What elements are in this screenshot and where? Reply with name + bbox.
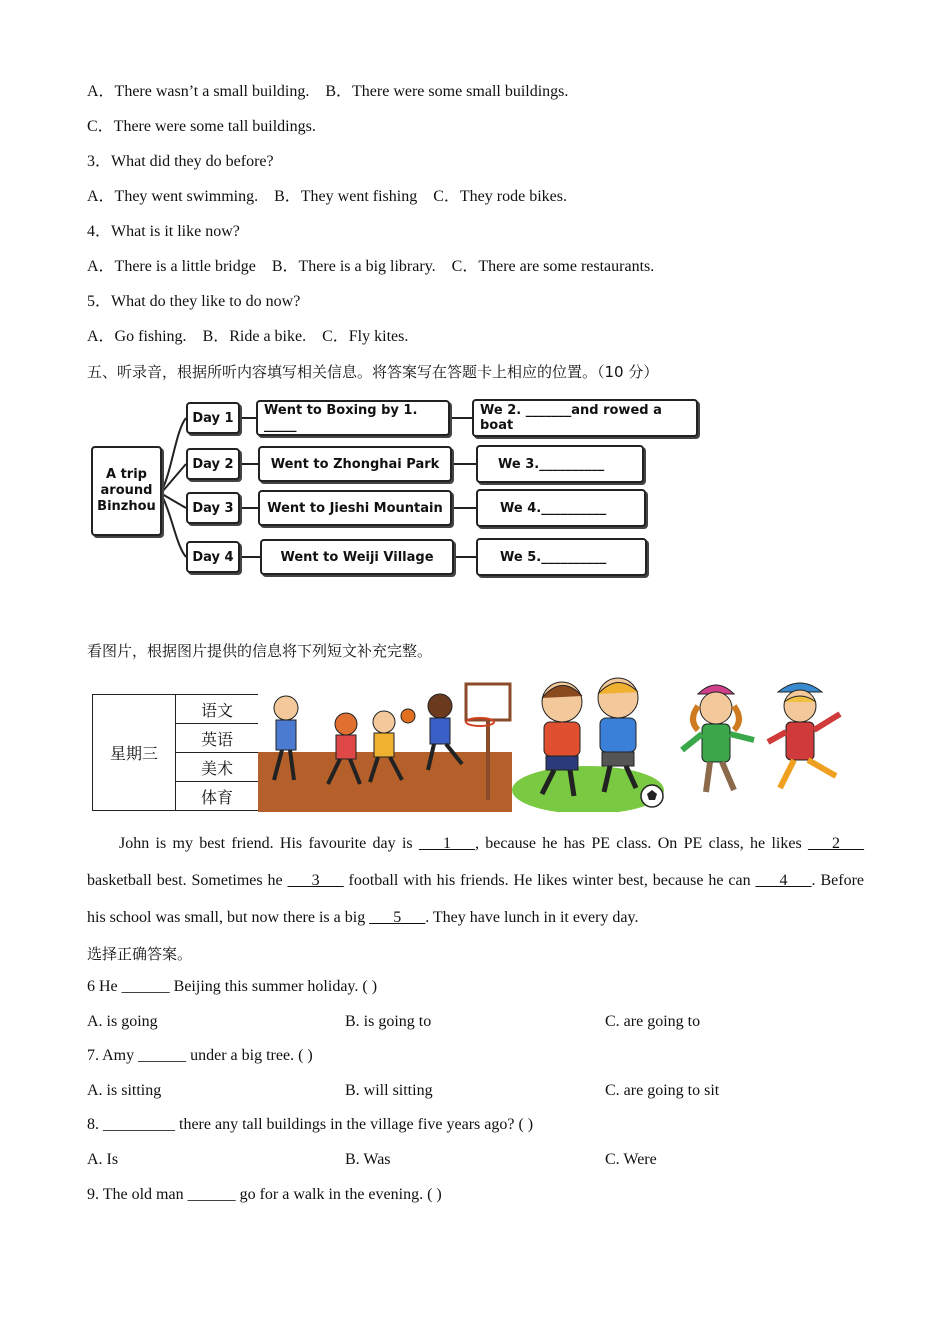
passage [87, 825, 864, 936]
blank-1: ___1___ [418, 835, 475, 852]
day3-place: Went to Jieshi Mountain [258, 490, 452, 526]
day1-activity: We 2. _______and rowed a boat [472, 399, 698, 437]
q7-option-c: C. are going to sit [605, 1082, 720, 1099]
subject-art: 美术 [176, 753, 259, 782]
picture-instruction: 看图片，根据图片提供的信息将下列短文补充完整。 [87, 642, 433, 660]
day2-activity: We 3.__________ [476, 445, 644, 483]
blank-4: ___4___ [755, 872, 812, 889]
q4-option-b: B．There is a big library. [271, 258, 436, 275]
q5-option-b: B．Ride a bike. [202, 328, 307, 345]
day3-activity: We 4.__________ [476, 489, 646, 527]
subject-english: 英语 [176, 724, 259, 753]
football-picture [512, 672, 664, 812]
q4-option-a: A．There is a little bridge [87, 258, 256, 275]
q5-option-a: A．Go fishing. [87, 328, 187, 345]
day4-activity: We 5.__________ [476, 538, 647, 576]
q7-question: 7. Amy ______ under a big tree. ( ) [87, 1047, 313, 1064]
blank-5: ___5___ [369, 909, 426, 926]
blank-2: ___2___ [808, 835, 864, 852]
subject-pe: 体育 [176, 782, 259, 811]
passage-s2: , because he has PE class. On PE class, he likes [474, 835, 808, 852]
q6-option-c: C. are going to [605, 1013, 701, 1030]
passage-s1: John is my best friend. His favourite day is [119, 835, 419, 852]
q8-option-a: A. Is [87, 1151, 119, 1168]
q3-option-c: C．They rode bikes. [433, 188, 567, 205]
q8-question: 8. _________ there any tall buildings in the village five years ago? ( ) [87, 1116, 534, 1133]
q6-option-b: B. is going to [345, 1013, 432, 1030]
q5-question: 5．What do they like to do now? [87, 293, 301, 310]
q4-question: 4．What is it like now? [87, 223, 240, 240]
day1-place: Went to Boxing by 1. _____ [256, 400, 450, 436]
blank-3: ___3___ [287, 872, 344, 889]
q7-option-b: B. will sitting [345, 1082, 433, 1099]
passage-s6: . They have lunch in it every day. [425, 909, 639, 926]
choose-title: 选择正确答案。 [87, 945, 193, 963]
section5-title: 五、听录音，根据所听内容填写相关信息。将答案写在答题卡上相应的位置。（10 分） [87, 363, 659, 381]
skating-picture [668, 680, 860, 810]
schedule-day: 星期三 [93, 695, 176, 811]
q3-option-a: A．They went swimming. [87, 188, 259, 205]
q6-option-a: A. is going [87, 1013, 158, 1030]
passage-s3: basketball best. Sometimes he [87, 872, 288, 889]
q2-option-a: A．There wasn’t a small building. [87, 83, 310, 100]
q8-option-c: C. Were [605, 1151, 657, 1168]
day4-place: Went to Weiji Village [260, 539, 454, 575]
root-line1: A trip [106, 467, 147, 482]
day2-box: Day 2 [186, 448, 240, 480]
q8-option-b: B. Was [345, 1151, 391, 1168]
q5-option-c: C．Fly kites. [322, 328, 409, 345]
q6-question: 6 He ______ Beijing this summer holiday. ( ) [87, 978, 378, 995]
passage-s5: . Before his school was small, but now there is a big [87, 872, 864, 926]
subject-chinese: 语文 [176, 695, 259, 724]
q3-option-b: B．They went fishing [274, 188, 418, 205]
q7-option-a: A. is sitting [87, 1082, 162, 1099]
q9-question: 9. The old man ______ go for a walk in the evening. ( ) [87, 1186, 442, 1203]
schedule-table [92, 694, 259, 811]
root-line2: around [100, 483, 153, 498]
passage-s4: football with his friends. He likes winter best, because he can [343, 872, 756, 889]
day3-box: Day 3 [186, 492, 240, 524]
q3-question: 3．What did they do before? [87, 153, 274, 170]
q4-option-c: C．There are some restaurants. [451, 258, 655, 275]
q2-option-c: C．There were some tall buildings. [87, 118, 316, 135]
day4-box: Day 4 [186, 541, 240, 573]
basketball-picture [258, 680, 512, 812]
day2-place: Went to Zhonghai Park [258, 446, 452, 482]
day1-box: Day 1 [186, 402, 240, 434]
root-line3: Binzhou [97, 499, 156, 514]
diagram-root [91, 446, 162, 536]
q2-option-b: B．There were some small buildings. [325, 83, 569, 100]
